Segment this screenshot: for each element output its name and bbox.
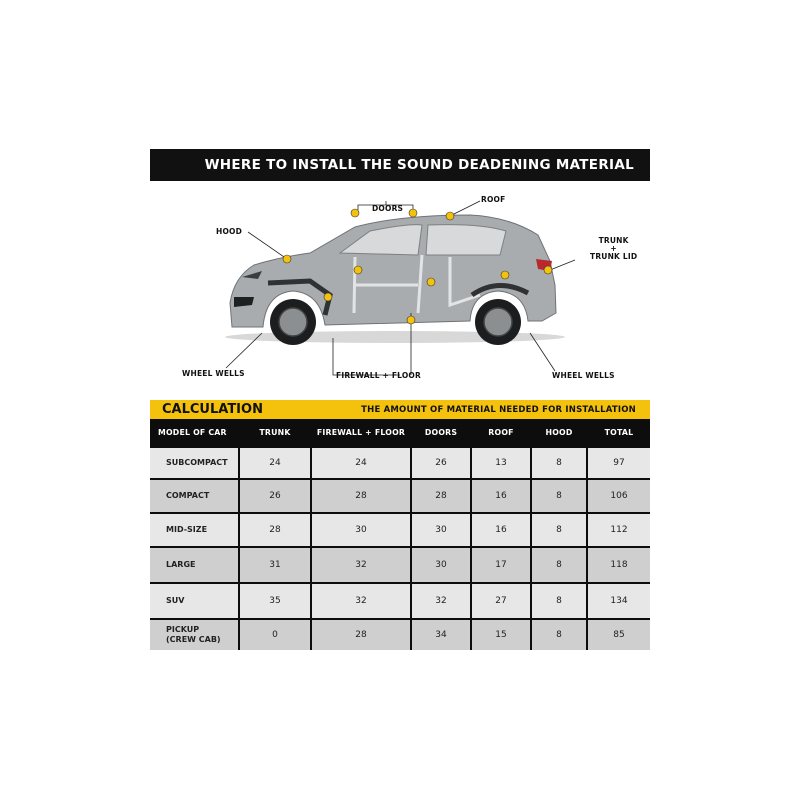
front-rim xyxy=(279,308,307,336)
cell-hood: 8 xyxy=(532,548,586,582)
cell-roof: 13 xyxy=(472,448,530,478)
cell-hood: 8 xyxy=(532,620,586,650)
cell-doors: 30 xyxy=(412,514,470,546)
calculation-bar xyxy=(150,400,650,419)
page-title-bar xyxy=(150,149,650,181)
cell-firewall-floor: 24 xyxy=(312,448,410,478)
cell-total: 134 xyxy=(588,584,650,618)
rear-window xyxy=(426,225,506,255)
cell-hood: 8 xyxy=(532,514,586,546)
car-diagram xyxy=(150,185,650,390)
cell-roof: 16 xyxy=(472,514,530,546)
cell-model xyxy=(150,514,238,546)
roof-point xyxy=(446,212,454,220)
trunk-label xyxy=(590,237,637,261)
roof-label: ROOF xyxy=(481,195,506,204)
trunk-label-line2: + xyxy=(610,244,617,253)
model-name-line2: (CREW CAB) xyxy=(166,635,221,644)
table-row xyxy=(150,548,650,582)
doors-point-right xyxy=(409,209,417,217)
cell-hood: 8 xyxy=(532,480,586,512)
cell-model xyxy=(150,548,238,582)
col-roof: ROOF xyxy=(488,428,514,437)
cell-total: 97 xyxy=(588,448,650,478)
cell-total: 85 xyxy=(588,620,650,650)
page-title: WHERE TO INSTALL THE SOUND DEADENING MATERIAL xyxy=(204,157,634,173)
cell-doors: 32 xyxy=(412,584,470,618)
wheel-wells-right-label: WHEEL WELLS xyxy=(552,371,615,380)
cell-firewall-floor: 28 xyxy=(312,620,410,650)
cell-hood: 8 xyxy=(532,448,586,478)
cell-trunk: 35 xyxy=(240,584,310,618)
rear-side-point xyxy=(501,271,509,279)
cell-firewall-floor: 30 xyxy=(312,514,410,546)
cell-roof: 16 xyxy=(472,480,530,512)
floor-point xyxy=(407,316,415,324)
table-row xyxy=(150,514,650,546)
cell-firewall-floor: 32 xyxy=(312,584,410,618)
cell-model xyxy=(150,448,238,478)
model-name: MID-SIZE xyxy=(166,525,208,534)
rear-rim xyxy=(484,308,512,336)
door-panel-point xyxy=(427,278,435,286)
trunk-label-line1: TRUNK xyxy=(598,236,629,245)
model-name: LARGE xyxy=(166,560,196,569)
cell-model xyxy=(150,620,238,650)
col-hood: HOOD xyxy=(545,428,573,437)
trunk-label-line3: TRUNK LID xyxy=(590,252,638,261)
cell-model xyxy=(150,480,238,512)
calculation-title: CALCULATION xyxy=(162,402,263,417)
cell-doors: 34 xyxy=(412,620,470,650)
cell-firewall-floor: 28 xyxy=(312,480,410,512)
table-row xyxy=(150,480,650,512)
cell-trunk: 26 xyxy=(240,480,310,512)
table-row xyxy=(150,620,650,650)
cell-firewall-floor: 32 xyxy=(312,548,410,582)
cell-trunk: 0 xyxy=(240,620,310,650)
firewall-floor-label: FIREWALL + FLOOR xyxy=(336,371,421,380)
col-trunk: TRUNK xyxy=(259,428,291,437)
wheel-wells-left-label: WHEEL WELLS xyxy=(182,369,245,378)
cell-total: 118 xyxy=(588,548,650,582)
cell-hood: 8 xyxy=(532,584,586,618)
model-name: SUV xyxy=(166,596,185,605)
cell-total: 106 xyxy=(588,480,650,512)
model-name: SUBCOMPACT xyxy=(166,458,228,467)
cell-trunk: 28 xyxy=(240,514,310,546)
cell-roof: 27 xyxy=(472,584,530,618)
doors-label: DOORS xyxy=(372,204,404,213)
front-wheel-well-point xyxy=(324,293,332,301)
material-table xyxy=(150,419,650,650)
col-firewall-floor: FIREWALL + FLOOR xyxy=(316,428,406,437)
calculation-subtitle: THE AMOUNT OF MATERIAL NEEDED FOR INSTALLATION xyxy=(361,404,636,415)
cell-trunk: 24 xyxy=(240,448,310,478)
doors-point-left xyxy=(351,209,359,217)
model-name: PICKUP xyxy=(166,625,200,634)
table-row xyxy=(150,584,650,618)
table-row xyxy=(150,448,650,478)
cell-model xyxy=(150,584,238,618)
model-name: COMPACT xyxy=(166,491,210,500)
car-illustration xyxy=(150,185,650,390)
col-model: MODEL OF CAR xyxy=(158,428,227,437)
cell-doors: 28 xyxy=(412,480,470,512)
table-header xyxy=(150,419,650,446)
firewall-point xyxy=(354,266,362,274)
cell-trunk: 31 xyxy=(240,548,310,582)
cell-roof: 17 xyxy=(472,548,530,582)
cell-doors: 30 xyxy=(412,548,470,582)
cell-doors: 26 xyxy=(412,448,470,478)
hood-label: HOOD xyxy=(216,227,243,236)
cell-total: 112 xyxy=(588,514,650,546)
col-total: TOTAL xyxy=(604,428,634,437)
col-doors: DOORS xyxy=(424,428,458,437)
hood-point xyxy=(283,255,291,263)
trunk-point xyxy=(544,266,552,274)
cell-roof: 15 xyxy=(472,620,530,650)
